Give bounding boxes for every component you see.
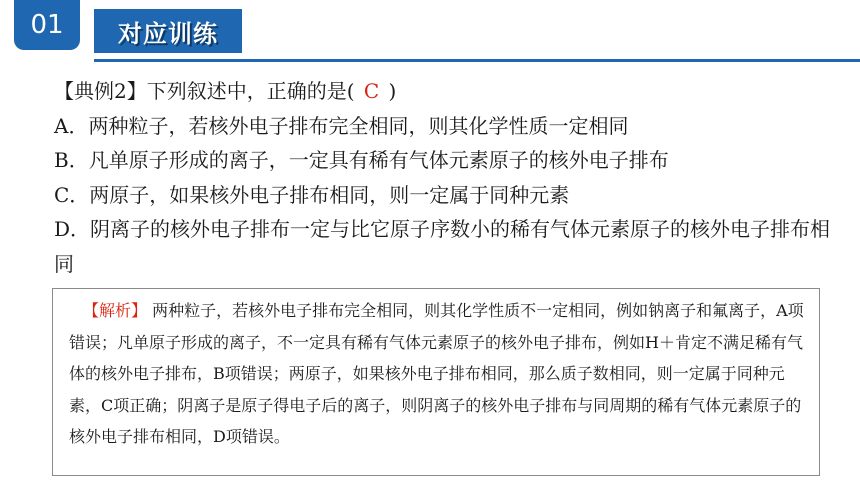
question-stem-suffix: ) [388,79,397,103]
analysis-box [52,288,820,476]
section-number: 01 [30,10,64,40]
header-divider [94,59,860,62]
option-d: D．阴离子的核外电子排布一定与比它原子序数小的稀有气体元素原子的核外电子排布相同 [54,217,831,276]
analysis-text: 两种粒子，若核外电子排布完全相同，则其化学性质不一定相同，例如钠离子和氟离子，A项错误；凡单原子形成的离子，不一定具有稀有气体元素原子的核外电子排布，例如H＋肯定不满足稀有气体的核外电子排布，B项错误；两原子，如果核外电子排布相同，那么质子数相同，则一定属于同种元素，C项正确；阴离子是原子得电子后的离子，则阴离子的核外电子排布与同周期的稀有气体元素原子的核外电子排布相同，D项错误。 [69,301,804,446]
question-stem-prefix: 【典例2】下列叙述中，正确的是( [54,79,355,103]
option-b: B．凡单原子形成的离子，一定具有稀有气体元素原子的核外电子排布 [54,148,669,172]
section-number-badge [14,0,80,50]
analysis-tag: 【解析】 [83,301,148,320]
section-title: 对应训练 [118,19,218,48]
question-block [54,74,844,281]
section-title-bar [94,9,242,53]
option-c: C．两原子，如果核外电子排布相同，则一定属于同种元素 [54,182,570,207]
option-a: A．两种粒子，若核外电子排布完全相同，则其化学性质一定相同 [54,113,629,138]
question-stem [54,74,844,109]
answer-choice: C [363,79,380,103]
